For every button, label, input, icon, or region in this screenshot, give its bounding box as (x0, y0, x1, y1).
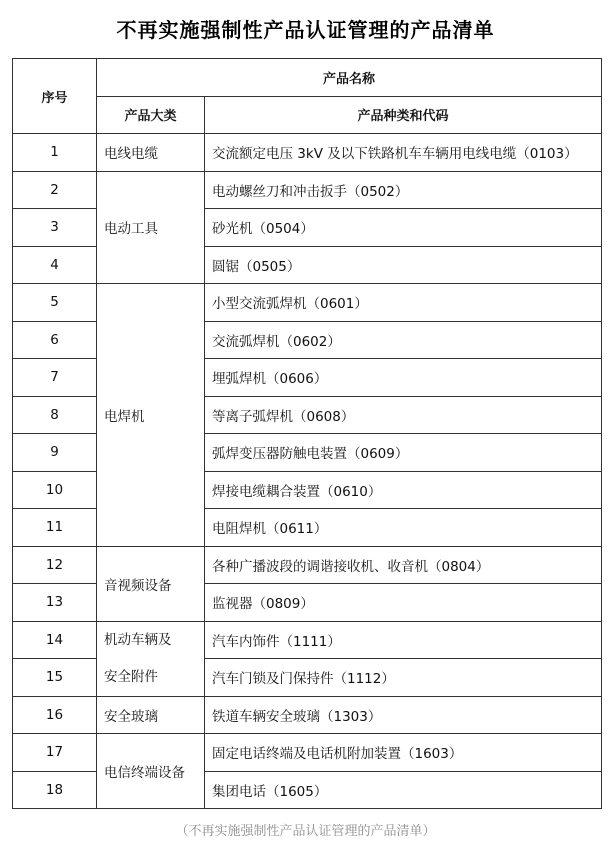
product-cell: 电动螺丝刀和冲击扳手（0502） (205, 171, 602, 209)
category-line: 安全附件 (104, 668, 158, 685)
row-number: 1 (13, 134, 97, 172)
product-cell: 弧焊变压器防触电装置（0609） (205, 434, 602, 472)
header-row-sub (13, 96, 602, 134)
product-cell: 交流额定电压 3kV 及以下铁路机车车辆用电线电缆（0103） (205, 134, 602, 172)
row-number: 13 (13, 584, 97, 622)
table-row (13, 696, 602, 734)
product-cell: 电阻焊机（0611） (205, 509, 602, 547)
page-title: 不再实施强制性产品认证管理的产品清单 (116, 18, 495, 42)
category-line: 机动车辆及 (104, 631, 172, 648)
category-cell: 电信终端设备 (97, 734, 205, 809)
product-cell: 焊接电缆耦合装置（0610） (205, 471, 602, 509)
product-cell: 铁道车辆安全玻璃（1303） (205, 696, 602, 734)
product-cell: 各种广播波段的调谐接收机、收音机（0804） (205, 546, 602, 584)
table-row (13, 284, 602, 322)
header-category: 产品大类 (97, 96, 205, 134)
row-number: 6 (13, 321, 97, 359)
category-cell: 电动工具 (97, 171, 205, 284)
row-number: 7 (13, 359, 97, 397)
category-cell (97, 621, 205, 696)
product-cell: 集团电话（1605） (205, 771, 602, 809)
row-number: 15 (13, 659, 97, 697)
header-product-name: 产品名称 (97, 59, 602, 97)
row-number: 10 (13, 471, 97, 509)
product-cell: 汽车内饰件（1111） (205, 621, 602, 659)
product-cell: 固定电话终端及电话机附加装置（1603） (205, 734, 602, 772)
product-cell: 交流弧焊机（0602） (205, 321, 602, 359)
table-row (13, 546, 602, 584)
table-row (13, 734, 602, 772)
product-list-table (12, 58, 602, 809)
row-number: 11 (13, 509, 97, 547)
row-number: 16 (13, 696, 97, 734)
product-cell: 埋弧焊机（0606） (205, 359, 602, 397)
product-cell: 小型交流弧焊机（0601） (205, 284, 602, 322)
row-number: 4 (13, 246, 97, 284)
category-cell: 电线电缆 (97, 134, 205, 172)
row-number: 5 (13, 284, 97, 322)
category-cell: 电焊机 (97, 284, 205, 547)
table-row (13, 134, 602, 172)
row-number: 8 (13, 396, 97, 434)
row-number: 18 (13, 771, 97, 809)
row-number: 12 (13, 546, 97, 584)
row-number: 9 (13, 434, 97, 472)
header-row-top (13, 59, 602, 97)
product-cell: 圆锯（0505） (205, 246, 602, 284)
row-number: 14 (13, 621, 97, 659)
header-seq: 序号 (13, 59, 97, 134)
row-number: 3 (13, 209, 97, 247)
product-cell: 等离子弧焊机（0608） (205, 396, 602, 434)
table-row (13, 621, 602, 659)
table-caption: （不再实施强制性产品认证管理的产品清单） (175, 824, 436, 839)
table-row (13, 171, 602, 209)
product-cell: 汽车门锁及门保持件（1112） (205, 659, 602, 697)
category-cell: 安全玻璃 (97, 696, 205, 734)
product-cell: 监视器（0809） (205, 584, 602, 622)
product-cell: 砂光机（0504） (205, 209, 602, 247)
row-number: 2 (13, 171, 97, 209)
row-number: 17 (13, 734, 97, 772)
header-type-code: 产品种类和代码 (205, 96, 602, 134)
category-cell: 音视频设备 (97, 546, 205, 621)
